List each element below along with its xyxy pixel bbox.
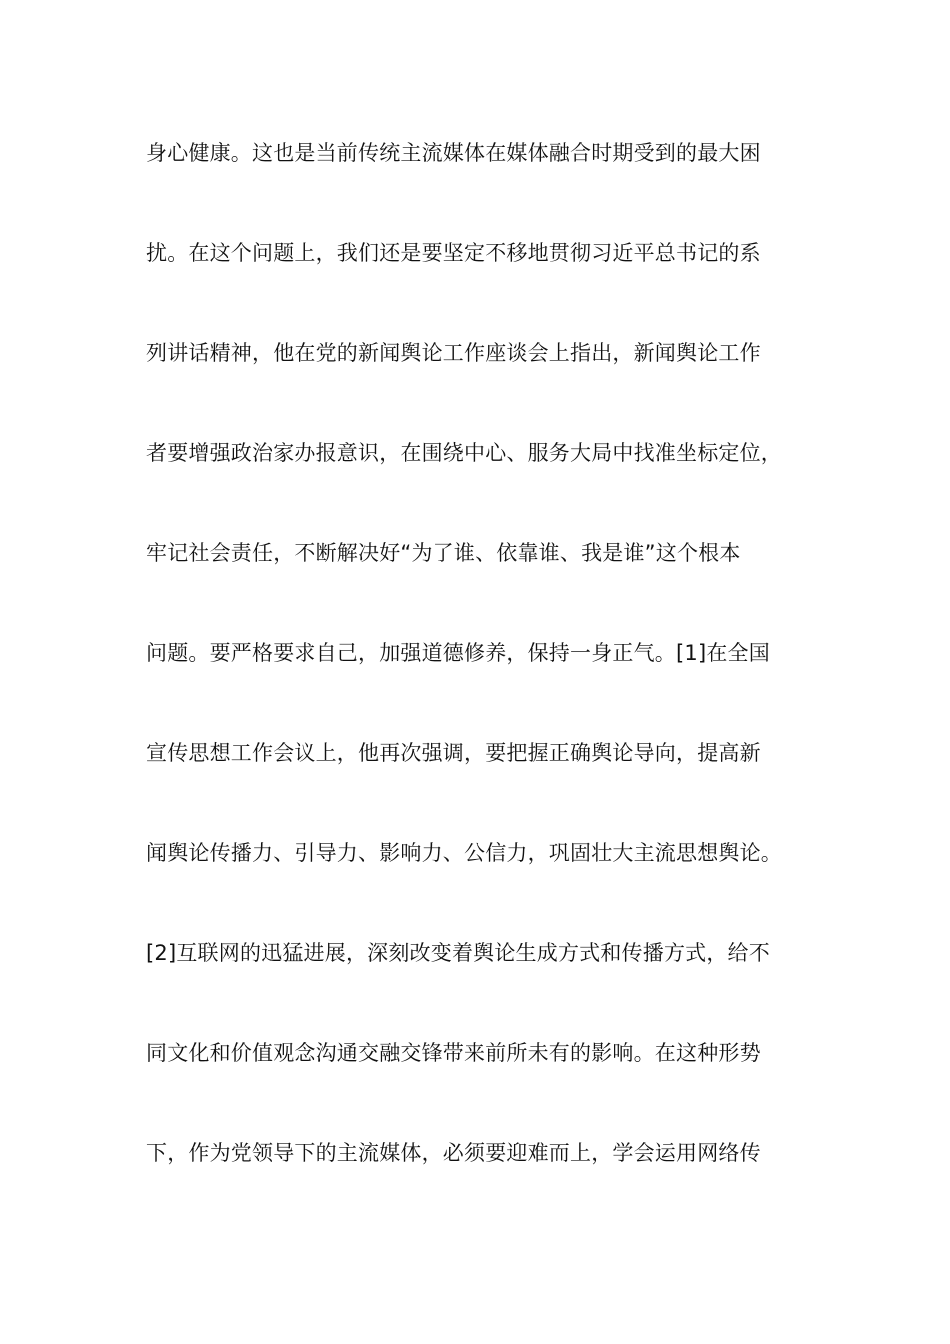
text-line: 者要增强政治家办报意识，在围绕中心、服务大局中找准坐标定位， <box>146 441 782 465</box>
text-line: 问题。要严格要求自己，加强道德修养，保持一身正气。[1]在全国 <box>146 641 770 665</box>
text-line: 闻舆论传播力、引导力、影响力、公信力，巩固壮大主流思想舆论。 <box>146 841 782 865</box>
text-line: 身心健康。这也是当前传统主流媒体在媒体融合时期受到的最大困 <box>146 141 761 165</box>
text-line: 扰。在这个问题上，我们还是要坚定不移地贯彻习近平总书记的系 <box>146 241 761 265</box>
text-line: [2]互联网的迅猛进展，深刻改变着舆论生成方式和传播方式，给不 <box>146 941 770 965</box>
text-line: 同文化和价值观念沟通交融交锋带来前所未有的影响。在这种形势 <box>146 1041 761 1065</box>
text-line: 牢记社会责任，不断解决好“为了谁、依靠谁、我是谁”这个根本 <box>146 541 741 565</box>
text-line: 列讲话精神，他在党的新闻舆论工作座谈会上指出，新闻舆论工作 <box>146 341 761 365</box>
text-line: 宣传思想工作会议上，他再次强调，要把握正确舆论导向，提高新 <box>146 741 761 765</box>
body-text <box>146 128 816 1228</box>
text-line: 下，作为党领导下的主流媒体，必须要迎难而上，学会运用网络传 <box>146 1141 761 1165</box>
